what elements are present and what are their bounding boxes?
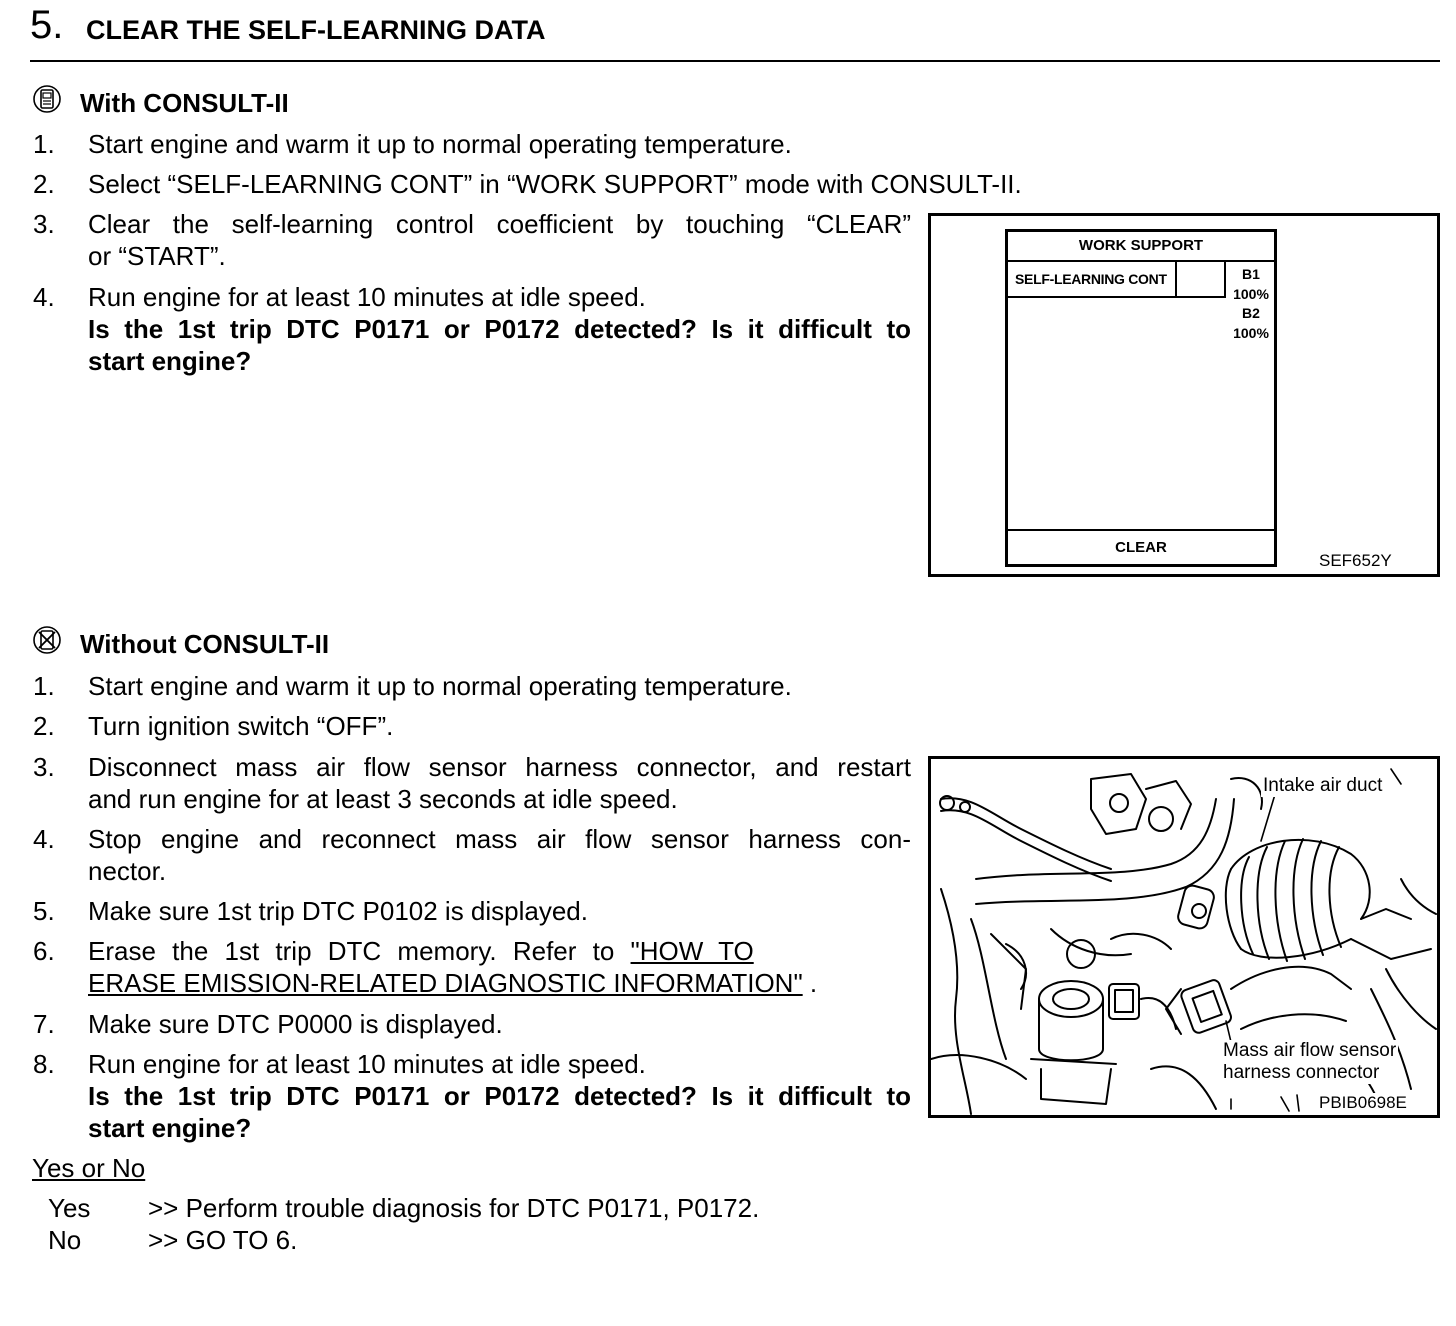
answer-label: No <box>48 1225 82 1255</box>
list-item <box>33 710 913 742</box>
step-text: . <box>802 968 818 998</box>
yes-no-title: Yes or No <box>32 1153 146 1183</box>
list-item <box>33 670 913 702</box>
list-item <box>33 208 911 272</box>
step-text: Run engine for at least 10 minutes at idle speed. <box>88 1049 646 1079</box>
b1-value: 100% <box>1233 285 1269 302</box>
step-number: 4. <box>33 282 55 312</box>
list-item <box>33 128 913 160</box>
with-consult-heading: With CONSULT-II <box>80 88 289 118</box>
step-number: 1. <box>33 129 55 159</box>
step-text: Run engine for at least 10 minutes at idle speed. <box>88 282 646 312</box>
step-number: 8. <box>33 1049 55 1079</box>
step-number: 3. <box>33 209 55 239</box>
answer-row <box>48 1192 948 1224</box>
clear-button: CLEAR <box>1115 539 1167 556</box>
title-rule <box>30 60 1440 62</box>
erase-info-link[interactable]: ERASE EMISSION-RELATED DIAGNOSTIC INFORMATION" <box>88 968 803 998</box>
step-number: 5. <box>33 896 55 926</box>
figure-code: SEF652Y <box>1319 551 1392 570</box>
figure-code: PBIB0698E <box>1319 1093 1407 1112</box>
list-item <box>33 168 1153 200</box>
step-text: Start engine and warm it up to normal operating temperature. <box>88 129 792 159</box>
step-question: start engine? <box>88 346 252 376</box>
panel-divider <box>1008 529 1274 531</box>
list-item <box>33 935 911 999</box>
b2-label: B2 <box>1242 305 1260 321</box>
step-text: Start engine and warm it up to normal operating temperature. <box>88 671 792 701</box>
step-text: Select “SELF-LEARNING CONT” in “WORK SUPPORT” mode with CONSULT-II. <box>88 169 1022 199</box>
panel-cell-line <box>1175 262 1177 297</box>
b2-value: 100% <box>1233 324 1269 341</box>
step-number: 7. <box>33 1009 55 1039</box>
step-text: Clear the self-learning control coefficient by touching “CLEAR” <box>88 209 911 239</box>
step-text: Stop engine and reconnect mass air flow sensor harness con- <box>88 824 911 854</box>
step-question: start engine? <box>88 1113 252 1143</box>
list-item <box>33 281 911 377</box>
step-text: nector. <box>88 856 167 886</box>
panel-cell-line <box>1008 296 1226 298</box>
maf-connector-label <box>1221 1040 1398 1084</box>
consult-screen-figure <box>928 213 1440 577</box>
consult-tool-icon <box>32 84 62 114</box>
section-number: 5. <box>30 3 64 47</box>
step-question: Is the 1st trip DTC P0171 or P0172 detected? Is it difficult to <box>88 1081 911 1111</box>
step-text: Turn ignition switch “OFF”. <box>88 711 394 741</box>
consult-screen-panel <box>1005 229 1277 567</box>
step-number: 6. <box>33 936 55 966</box>
list-item <box>33 751 911 815</box>
step-number: 4. <box>33 824 55 854</box>
section-title: CLEAR THE SELF-LEARNING DATA <box>86 15 546 45</box>
b1-label: B1 <box>1242 266 1260 282</box>
panel-title: WORK SUPPORT <box>1078 237 1204 254</box>
answer-row <box>48 1224 948 1256</box>
list-item <box>33 1048 911 1144</box>
step-number: 2. <box>33 711 55 741</box>
panel-divider <box>1008 260 1274 262</box>
list-item <box>33 823 911 887</box>
step-text: Disconnect mass air flow sensor harness connector, and restart <box>88 752 911 782</box>
answer-action: >> GO TO 6. <box>148 1225 298 1255</box>
step-text: Make sure 1st trip DTC P0102 is displayed. <box>88 896 588 926</box>
step-text: Make sure DTC P0000 is displayed. <box>88 1009 503 1039</box>
no-consult-tool-icon <box>32 625 62 655</box>
step-text: or “START”. <box>88 241 226 271</box>
step-text: and run engine for at least 3 seconds at idle speed. <box>88 784 678 814</box>
self-learning-cont-label: SELF-LEARNING CONT <box>1015 271 1167 287</box>
answer-label: Yes <box>48 1193 91 1223</box>
step-text: Erase the 1st trip DTC memory. Refer to <box>88 936 631 966</box>
bank-values <box>1226 265 1276 343</box>
without-consult-heading: Without CONSULT-II <box>80 629 330 659</box>
step-number: 3. <box>33 752 55 782</box>
step-number: 1. <box>33 671 55 701</box>
list-item <box>33 895 913 927</box>
maf-connector-label-line2: harness connector <box>1223 1062 1380 1083</box>
step-question: Is the 1st trip DTC P0171 or P0172 detected? Is it difficult to <box>88 314 911 344</box>
erase-info-link[interactable]: "HOW TO <box>630 936 754 966</box>
engine-bay-figure <box>928 756 1440 1118</box>
intake-air-duct-label: Intake air duct <box>1263 775 1383 796</box>
maf-connector-label-line1: Mass air flow sensor <box>1223 1040 1397 1061</box>
answer-action: >> Perform trouble diagnosis for DTC P0171, P0172. <box>148 1193 760 1223</box>
list-item <box>33 1008 913 1040</box>
step-number: 2. <box>33 169 55 199</box>
